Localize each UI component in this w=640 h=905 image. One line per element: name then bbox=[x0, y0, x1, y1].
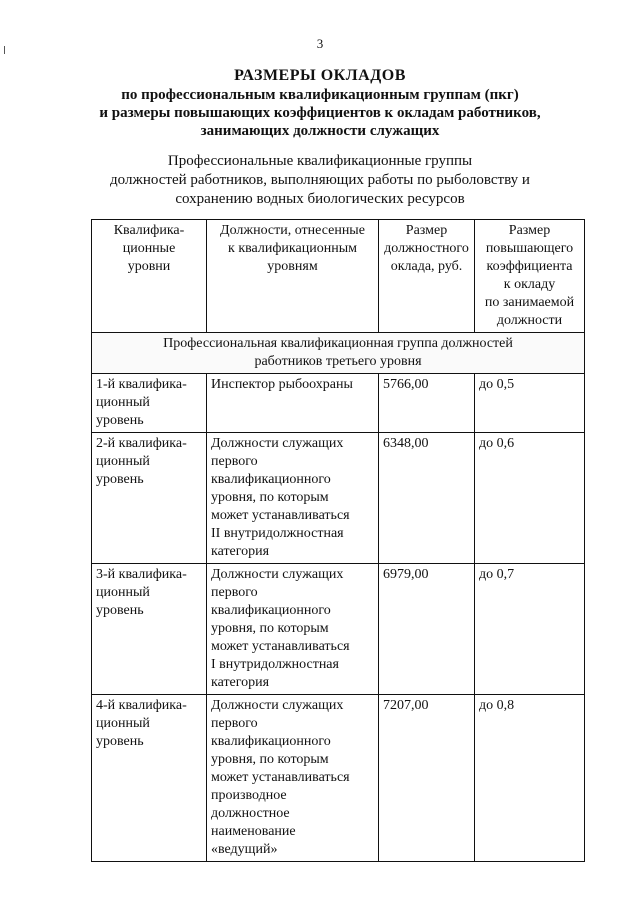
title-line: занимающих должности служащих bbox=[200, 123, 440, 139]
cell-line: может устанавливаться bbox=[211, 508, 350, 523]
table-row bbox=[92, 433, 585, 564]
cell-line: уровни bbox=[127, 259, 171, 274]
cell-line: первого bbox=[211, 585, 258, 600]
salary-cell: 7207,00 bbox=[379, 695, 475, 862]
cell-line: Квалифика- bbox=[113, 223, 185, 238]
cell-line: категория bbox=[211, 544, 270, 559]
cell-line: по занимаемой bbox=[484, 295, 575, 310]
coefficient-cell: до 0,5 bbox=[475, 374, 585, 433]
cell-line: к окладу bbox=[503, 277, 556, 292]
group-title bbox=[92, 333, 585, 374]
coefficient-cell: до 0,7 bbox=[475, 564, 585, 695]
salary-table bbox=[91, 219, 585, 862]
cell-line: I внутридолжностная bbox=[211, 657, 339, 672]
cell-line: ционный bbox=[96, 454, 150, 469]
cell-line: квалификационного bbox=[211, 472, 331, 487]
document-subtitle bbox=[60, 152, 580, 209]
cell-line: оклада, руб. bbox=[390, 259, 463, 274]
level-cell bbox=[92, 433, 207, 564]
page-number: 3 bbox=[316, 36, 324, 51]
cell-line: может устанавливаться bbox=[211, 770, 350, 785]
document-title bbox=[60, 66, 580, 140]
salary-cell: 6979,00 bbox=[379, 564, 475, 695]
header-levels bbox=[92, 220, 207, 333]
cell-line: ционные bbox=[122, 241, 176, 256]
cell-line: Должности служащих bbox=[211, 567, 344, 582]
cell-line: коэффициента bbox=[486, 259, 573, 274]
cell-line: уровень bbox=[96, 472, 144, 487]
title-line: и размеры повышающих коэффициентов к окладам работников, bbox=[99, 105, 541, 121]
cell-line: «ведущий» bbox=[211, 842, 278, 857]
subtitle-line: Профессиональные квалификационные группы bbox=[167, 153, 473, 169]
cell-line: должности bbox=[496, 313, 563, 328]
cell-line: Размер bbox=[508, 223, 551, 238]
cell-line: уровень bbox=[96, 603, 144, 618]
cell-line: уровня, по которым bbox=[211, 621, 329, 636]
position-cell bbox=[207, 695, 379, 862]
cell-line: Должности служащих bbox=[211, 436, 344, 451]
cell-line: Размер bbox=[405, 223, 448, 238]
level-cell bbox=[92, 695, 207, 862]
cell-line: Инспектор рыбоохраны bbox=[211, 377, 353, 392]
cell-line: ционный bbox=[96, 395, 150, 410]
cell-line: повышающего bbox=[485, 241, 574, 256]
cell-line: категория bbox=[211, 675, 270, 690]
position-cell bbox=[207, 564, 379, 695]
subtitle-line: сохранению водных биологических ресурсов bbox=[175, 191, 465, 207]
cell-line: уровень bbox=[96, 734, 144, 749]
cell-line: ционный bbox=[96, 585, 150, 600]
subtitle-line: должностей работников, выполняющих работы по рыболовству и bbox=[110, 172, 530, 188]
group-title-row bbox=[92, 333, 585, 374]
cell-line: первого bbox=[211, 454, 258, 469]
cell-line: 4-й квалифика- bbox=[96, 698, 187, 713]
level-cell bbox=[92, 564, 207, 695]
cell-line: должностное bbox=[211, 806, 290, 821]
cell-line: производное bbox=[211, 788, 287, 803]
table-header-row bbox=[92, 220, 585, 333]
cell-line: уровням bbox=[267, 259, 318, 274]
cell-line: Должности, отнесенные bbox=[220, 223, 365, 238]
margin-mark bbox=[4, 46, 5, 54]
cell-line: уровень bbox=[96, 413, 144, 428]
coefficient-cell: до 0,6 bbox=[475, 433, 585, 564]
cell-line: ционный bbox=[96, 716, 150, 731]
cell-line: работников третьего уровня bbox=[254, 354, 422, 369]
coefficient-cell: до 0,8 bbox=[475, 695, 585, 862]
level-cell bbox=[92, 374, 207, 433]
cell-line: должностного bbox=[384, 241, 469, 256]
title-line: по профессиональным квалификационным группам (пкг) bbox=[121, 87, 519, 103]
cell-line: может устанавливаться bbox=[211, 639, 350, 654]
cell-line: уровня, по которым bbox=[211, 490, 329, 505]
salary-cell: 5766,00 bbox=[379, 374, 475, 433]
cell-line: Профессиональная квалификационная группа должностей bbox=[163, 336, 513, 351]
table-row bbox=[92, 695, 585, 862]
cell-line: к квалификационным bbox=[228, 241, 357, 256]
table-row bbox=[92, 564, 585, 695]
cell-line: 2-й квалифика- bbox=[96, 436, 187, 451]
salary-cell: 6348,00 bbox=[379, 433, 475, 564]
cell-line: первого bbox=[211, 716, 258, 731]
header-salary bbox=[379, 220, 475, 333]
cell-line: 3-й квалифика- bbox=[96, 567, 187, 582]
cell-line: 1-й квалифика- bbox=[96, 377, 187, 392]
cell-line: уровня, по которым bbox=[211, 752, 329, 767]
title-main: РАЗМЕРЫ ОКЛАДОВ bbox=[234, 67, 406, 84]
cell-line: Должности служащих bbox=[211, 698, 344, 713]
cell-line: наименование bbox=[211, 824, 296, 839]
cell-line: квалификационного bbox=[211, 734, 331, 749]
position-cell bbox=[207, 374, 379, 433]
position-cell bbox=[207, 433, 379, 564]
table-row bbox=[92, 374, 585, 433]
header-positions bbox=[207, 220, 379, 333]
cell-line: II внутридолжностная bbox=[211, 526, 344, 541]
cell-line: квалификационного bbox=[211, 603, 331, 618]
header-coefficient bbox=[475, 220, 585, 333]
